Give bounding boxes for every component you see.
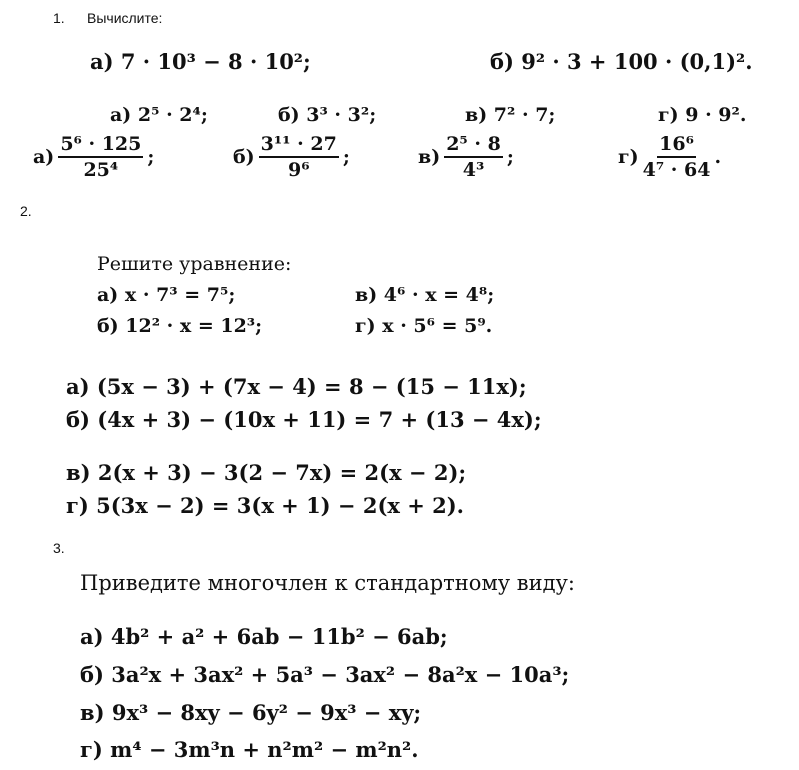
task-2-number: 2. [20,203,32,219]
polynomial-a: а) 4b² + a² + 6ab − 11b² − 6ab; [80,624,448,649]
task-3-number: 3. [53,540,65,556]
denominator: 9⁶ [287,159,310,181]
linear-equation-b: б) (4x + 3) − (10x + 11) = 7 + (13 − 4x); [66,407,542,432]
denominator: 4³ [462,159,485,181]
numerator: 5⁶ · 125 [58,133,143,158]
punctuation: ; [342,146,350,168]
task-2-title: Решите уравнение: [97,253,292,275]
numerator: 2⁵ · 8 [444,133,503,158]
fraction-a [33,133,154,181]
task-1-power-c: в) 7² · 7; [465,104,556,126]
numerator: 3¹¹ · 27 [259,133,339,158]
linear-equation-c: в) 2(x + 3) − 3(2 − 7x) = 2(x − 2); [66,460,467,485]
equation-d: г) x · 5⁶ = 5⁹. [355,315,493,337]
polynomial-b: б) 3a²x + 3ax² + 5a³ − 3ax² − 8a²x − 10a³; [80,662,570,687]
fraction-b [233,133,350,181]
fraction-label: а) [33,146,55,168]
task-1-power-d: г) 9 · 9². [658,104,747,126]
task-1-title: Вычислите: [87,10,163,26]
punctuation: ; [506,146,514,168]
punctuation: ; [147,146,155,168]
fraction-d [618,133,721,181]
linear-equation-d: г) 5(3x − 2) = 3(x + 1) − 2(x + 2). [66,493,464,518]
denominator: 4⁷ · 64 [642,159,711,181]
fraction-c [418,133,514,181]
equation-c: в) 4⁶ · x = 4⁸; [355,284,495,306]
task-3-title: Приведите многочлен к стандартному виду: [80,571,575,595]
task-1-power-b: б) 3³ · 3²; [278,104,377,126]
task-1-number: 1. [53,10,65,26]
task-1-power-a: а) 2⁵ · 2⁴; [110,104,208,126]
task-1-expr-a: а) 7 · 10³ − 8 · 10²; [90,49,311,74]
polynomial-c: в) 9x³ − 8xy − 6y² − 9x³ − xy; [80,700,422,725]
fraction-label: в) [418,146,441,168]
linear-equation-a: а) (5x − 3) + (7x − 4) = 8 − (15 − 11x); [66,374,527,399]
polynomial-d: г) m⁴ − 3m³n + n²m² − m²n². [80,737,419,762]
fraction-label: б) [233,146,255,168]
equation-a: а) x · 7³ = 7⁵; [97,284,236,306]
punctuation: . [714,146,722,168]
equation-b: б) 12² · x = 12³; [97,315,263,337]
denominator: 25⁴ [83,159,119,181]
fraction-label: г) [618,146,639,168]
task-1-expr-b: б) 9² · 3 + 100 · (0,1)². [490,49,753,74]
numerator: 16⁶ [657,133,696,158]
